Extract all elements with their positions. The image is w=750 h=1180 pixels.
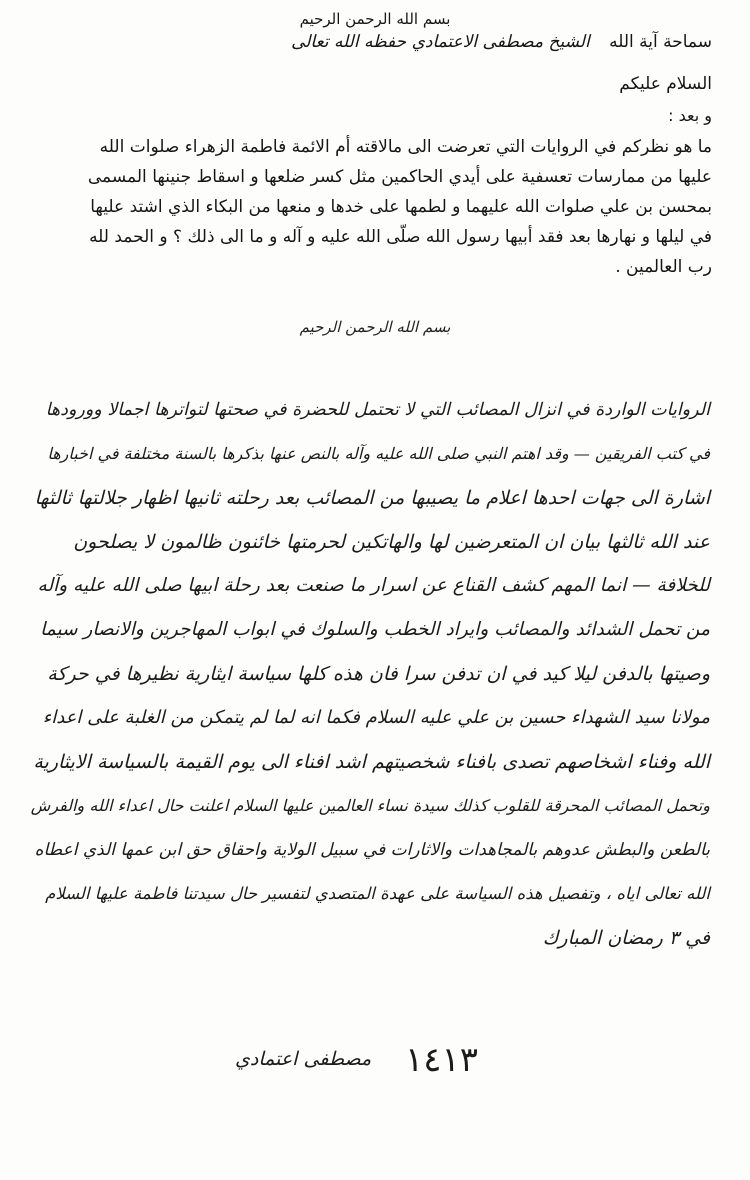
- answer-line: الروايات الواردة في انزال المصائب التي لا تحتمل للحضرة في صحتها لتواترها اجمالا وورودها: [45, 400, 710, 420]
- signature: مصطفى اعتمادي: [235, 1048, 372, 1070]
- answer-line: وصيتها بالدفن ليلا كيد في ان تدفن سرا فان هذه كلها سياسة ايثارية نظيرها في حركة: [47, 663, 710, 685]
- greeting: السلام عليكم: [619, 74, 712, 94]
- question-line: ما هو نظركم في الروايات التي تعرضت الى مالاقته أم الائمة فاطمة الزهراء صلوات الله: [99, 137, 712, 157]
- wabad-line: و بعد :: [668, 106, 712, 125]
- hijri-year: ١٤١٣: [405, 1040, 479, 1080]
- question-line: بمحسن بن علي صلوات الله عليهما و لطمها على خدها و منعها من البكاء الذي اشتد عليها: [90, 197, 712, 217]
- answer-line: عند الله ثالثها بيان ان المتعرضين لها والهاتكين لحرمتها خائنون ظالمون لا يصلحون: [73, 531, 710, 553]
- basmala-heading: بسم الله الرحمن الرحيم: [299, 10, 451, 28]
- question-body: [32, 132, 712, 282]
- question-line: عليها من ممارسات تعسفية على أيدي الحاكمين مثل كسر ضلعها و اسقاط جنينها المسمى: [87, 167, 712, 187]
- answer-line: بالطعن والبطش عدوهم بالمجاهدات والاثارات في سبيل الولاية واحقاق حق ابن عمها الذي اعطاه: [34, 840, 710, 860]
- answer-line: من تحمل الشدائد والمصائب وايراد الخطب والسلوك في ابواب المهاجرين والانصار سيما: [40, 619, 710, 640]
- answer-basmala-handwritten: بسم الله الرحمن الرحيم: [299, 318, 451, 336]
- answer-line: وتحمل المصائب المحرقة للقلوب كذلك سيدة نساء العالمين عليها السلام اعلنت حال اعداء الله والفرش: [30, 796, 710, 815]
- answer-line: اشارة الى جهات احدها اعلام ما يصيبها من المصائب بعد رحلته ثانيها اظهار جلالتها ثالثها: [34, 487, 710, 509]
- answer-line: للخلافة — انما المهم كشف القناع عن اسرار ما صنعت بعد رحلة ابيها صلى الله عليه وآله: [37, 575, 710, 596]
- answer-line: في كتب الفريقين — وقد اهتم النبي صلى الله عليه وآله بالنص عنها بذكرها بالسنة مختلفة في اخبارها: [47, 444, 710, 463]
- answer-line: في ٣ رمضان المبارك: [542, 927, 710, 949]
- answer-line: مولانا سيد الشهداء حسين بن علي عليه السلام فكما انه لما لم يتمكن من الغلبة على اعداء: [42, 707, 710, 728]
- addressee-line: [291, 32, 712, 52]
- addressee-prefix: سماحة آية الله: [609, 32, 712, 52]
- answer-line: الله وفناء اشخاصهم تصدى بافناء شخصيتهم اشد افناء الى يوم القيمة بالسياسة الايثارية: [33, 751, 710, 773]
- answer-handwritten-body: [30, 388, 710, 960]
- question-line: رب العالمين .: [615, 257, 712, 277]
- question-line: في ليلها و نهارها بعد فقد أبيها رسول الله صلّى الله عليه و آله و ما الى ذلك ؟ و الحمد لله: [89, 227, 712, 247]
- answer-line: الله تعالى اياه ، وتفصيل هذه السياسة على عهدة المتصدي لتفسير حال سيدتنا فاطمة عليها السلام: [45, 884, 710, 903]
- addressee-name-handwritten: الشيخ مصطفى الاعتمادي حفظه الله تعالى: [291, 32, 590, 52]
